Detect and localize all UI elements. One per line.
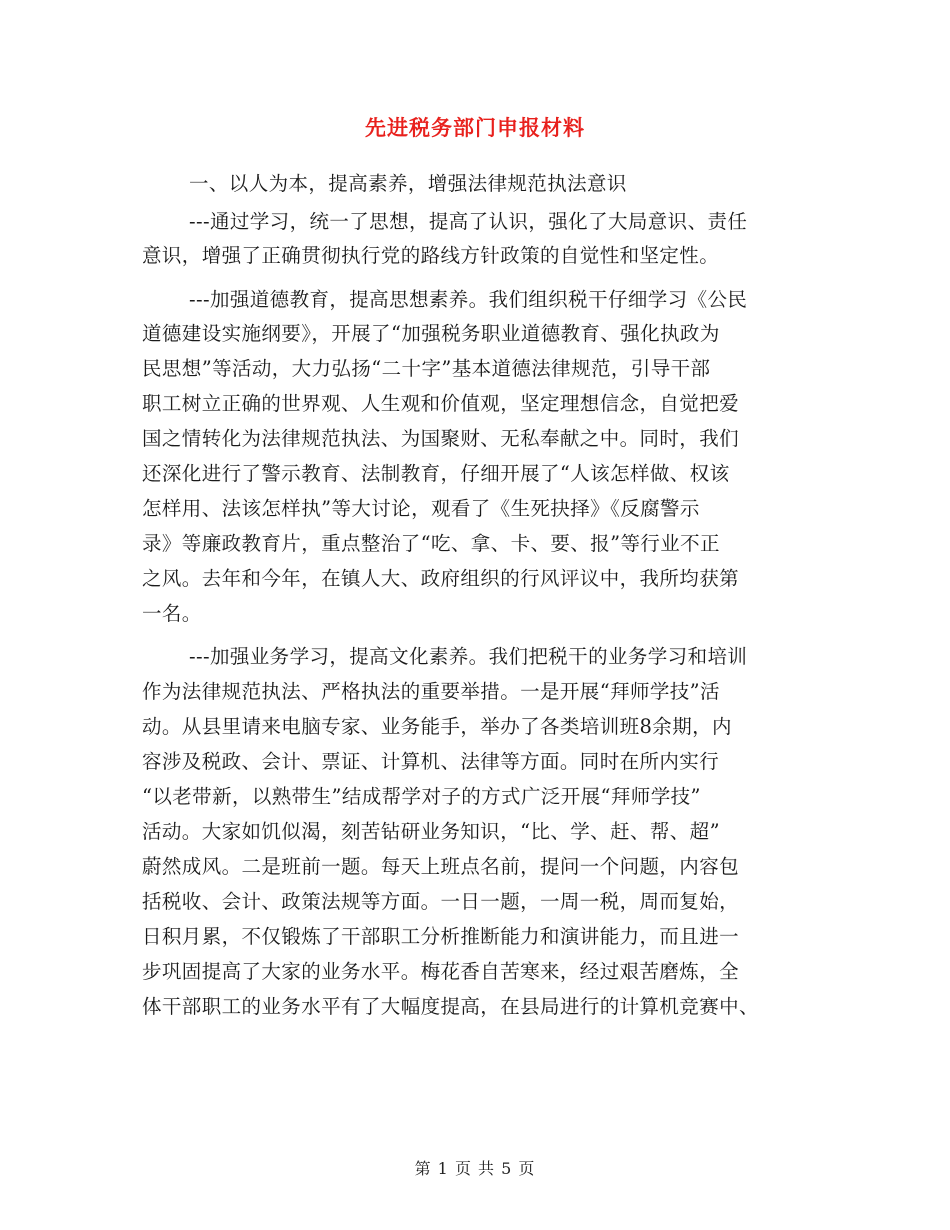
- page-number-footer: 第 1 页 共 5 页: [414, 1159, 536, 1178]
- paragraph-line: 体干部职工的业务水平有了大幅度提高，在县局进行的计算机竞赛中、: [142, 995, 759, 1018]
- paragraph-line: 录》等廉政教育片，重点整治了“吃、拿、卡、要、报”等行业不正: [142, 532, 720, 555]
- paragraph-line: 容涉及税政、会计、票证、计算机、法律等方面。同时在所内实行: [142, 750, 720, 773]
- paragraph-line: 职工树立正确的世界观、人生观和价值观，坚定理想信念，自觉把爱: [142, 392, 740, 415]
- paragraph-line: 道德建设实施纲要》，开展了“加强税务职业道德教育、强化执政为: [142, 322, 720, 345]
- paragraph-line: 日积月累，不仅锻炼了干部职工分析推断能力和演讲能力，而且进一: [142, 925, 740, 948]
- paragraph-line: 之风。去年和今年，在镇人大、政府组织的行风评议中，我所均获第: [142, 567, 740, 590]
- paragraph-line: 蔚然成风。二是班前一题。每天上班点名前，提问一个问题，内容包: [142, 855, 740, 878]
- paragraph-line: 步巩固提高了大家的业务水平。梅花香自苦寒来，经过艰苦磨炼，全: [142, 960, 740, 983]
- paragraph-line: “以老带新，以熟带生”结成帮学对子的方式广泛开展“拜师学技”: [142, 785, 701, 808]
- paragraph-line: ---加强道德教育，提高思想素养。我们组织税干仔细学习《公民: [189, 288, 748, 311]
- paragraph-line: 还深化进行了警示教育、法制教育，仔细开展了“人该怎样做、权该: [142, 462, 730, 485]
- section-heading: 一、以人为本，提高素养，增强法律规范执法意识: [189, 172, 627, 195]
- paragraph-line: 作为法律规范执法、严格执法的重要举措。一是开展“拜师学技”活: [142, 680, 720, 703]
- paragraph-line: 括税收、会计、政策法规等方面。一日一题，一周一税，周而复始，: [142, 890, 740, 913]
- paragraph-line: 怎样用、法该怎样执”等大讨论，观看了《生死抉择》《反腐警示: [142, 497, 700, 520]
- paragraph-line: 国之情转化为法律规范执法、为国聚财、无私奉献之中。同时，我们: [142, 427, 740, 450]
- paragraph-line: ---通过学习，统一了思想，提高了认识，强化了大局意识、责任: [189, 210, 748, 233]
- paragraph-line: 民思想”等活动，大力弘扬“二十字”基本道德法律规范，引导干部: [142, 357, 711, 380]
- paragraph-line: 活动。大家如饥似渴，刻苦钻研业务知识，“比、学、赶、帮、超”: [142, 820, 720, 843]
- paragraph-line: 动。从县里请来电脑专家、业务能手，举办了各类培训班8余期，内: [142, 715, 732, 738]
- paragraph-line: 意识，增强了正确贯彻执行党的路线方针政策的自觉性和坚定性。: [142, 244, 720, 267]
- paragraph-line: 一名。: [142, 602, 202, 625]
- paragraph-line: ---加强业务学习，提高文化素养。我们把税干的业务学习和培训: [189, 645, 748, 668]
- document-title: 先进税务部门申报材料: [365, 115, 585, 140]
